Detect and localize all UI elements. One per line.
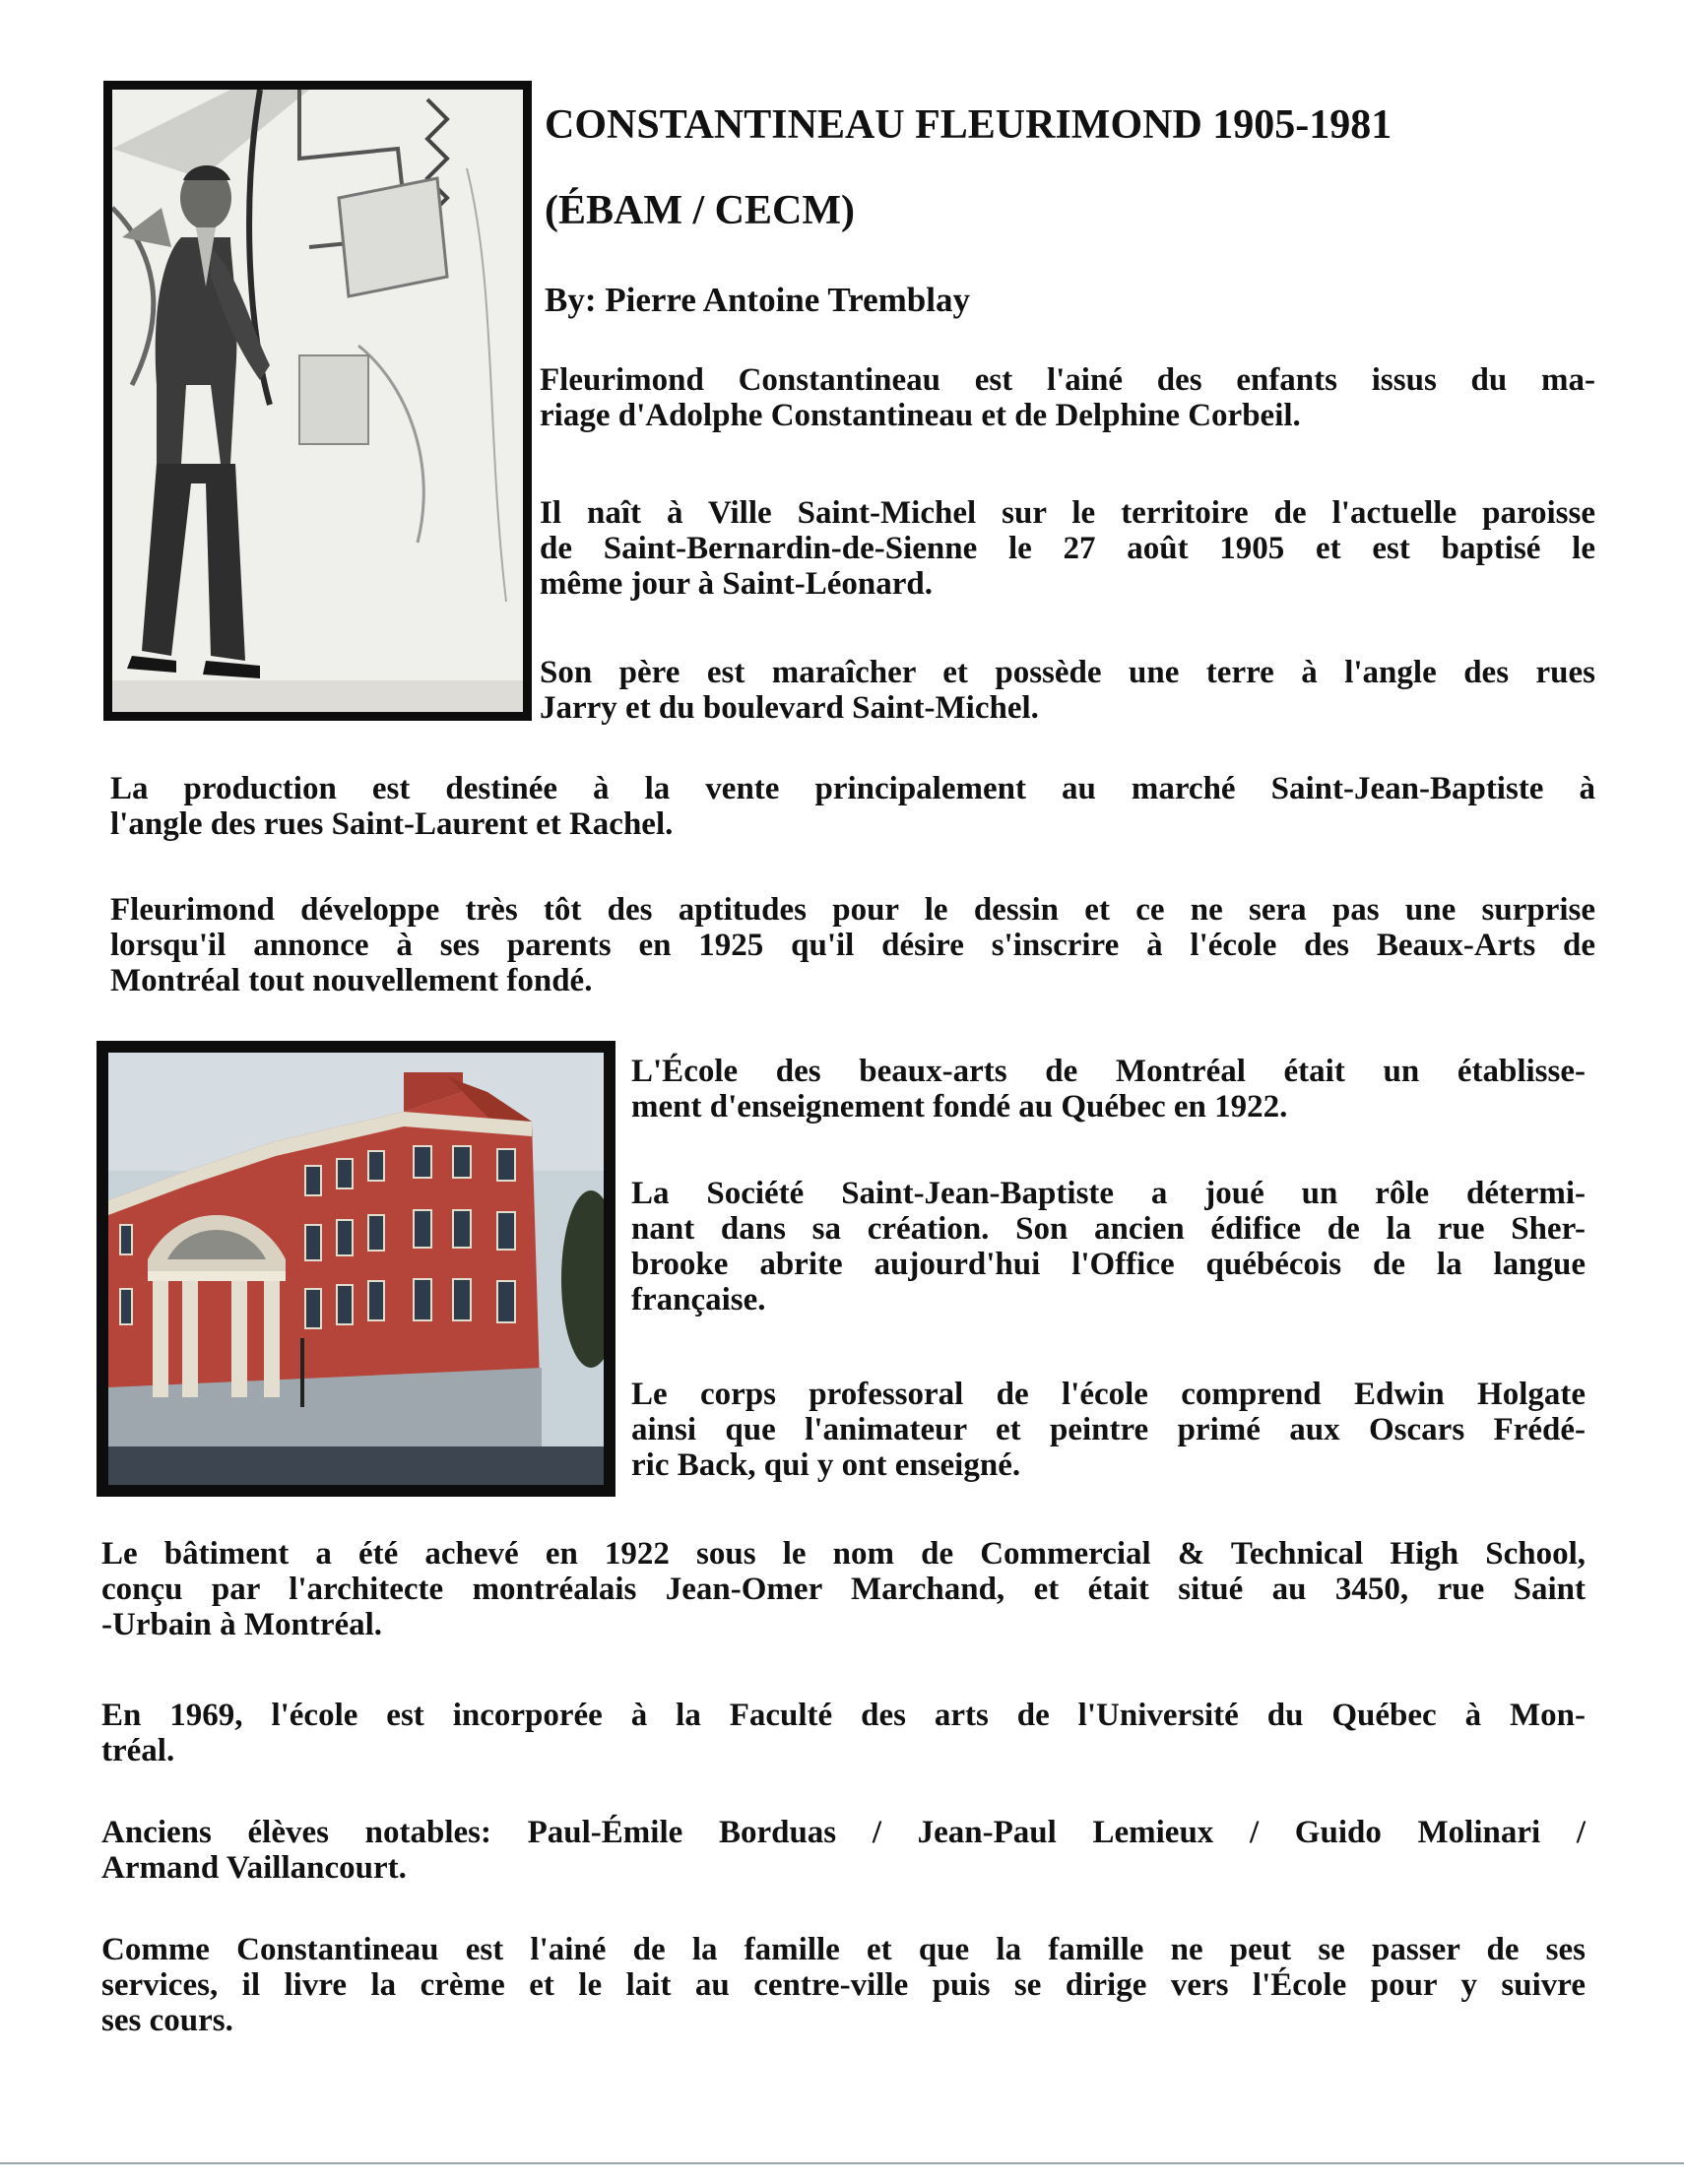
- paragraph-3: [540, 655, 1595, 726]
- text-line: riage d'Adolphe Constantineau et de Delphine Corbeil.: [540, 398, 1301, 433]
- text-line: Montréal tout nouvellement fondé.: [110, 963, 593, 998]
- text-line: Fleurimond Constantineau est l'ainé des enfants issus du ma-: [540, 362, 1595, 398]
- text-line: Jarry et du boulevard Saint-Michel.: [540, 690, 1039, 726]
- portrait-image: [112, 90, 523, 712]
- text-line: Comme Constantineau est l'ainé de la famille et que la famille ne peut se passer de ses: [101, 1932, 1586, 1967]
- text-line: Armand Vaillancourt.: [101, 1850, 407, 1886]
- paragraph-9: [101, 1536, 1586, 1642]
- text-line: Fleurimond développe très tôt des aptitudes pour le dessin et ce ne sera pas une surprise: [110, 892, 1595, 928]
- document-title: CONSTANTINEAU FLEURIMOND 1905-1981: [545, 102, 1393, 148]
- text-line: La production est destinée à la vente principalement au marché Saint-Jean-Baptiste à: [110, 771, 1595, 806]
- text-line: ment d'enseignement fondé au Québec en 1922.: [631, 1089, 1288, 1124]
- paragraph-6: [631, 1054, 1586, 1124]
- text-line: Le bâtiment a été achevé en 1922 sous le nom de Commercial & Technical High School,: [101, 1536, 1586, 1572]
- paragraph-5: [110, 892, 1595, 998]
- text-line: conçu par l'architecte montréalais Jean-Omer Marchand, et était situé au 3450, rue Saint: [101, 1572, 1586, 1607]
- text-line: En 1969, l'école est incorporée à la Faculté des arts de l'Université du Québec à Mon-: [101, 1698, 1586, 1733]
- paragraph-12: [101, 1932, 1586, 2038]
- text-line: ric Back, qui y ont enseigné.: [631, 1447, 1021, 1483]
- paragraph-7: [631, 1176, 1586, 1317]
- document-subtitle: (ÉBAM / CECM): [545, 188, 855, 233]
- text-line: La Société Saint-Jean-Baptiste a joué un rôle détermi-: [631, 1176, 1586, 1211]
- text-line: -Urbain à Montréal.: [101, 1607, 383, 1642]
- paragraph-2: [540, 495, 1595, 602]
- text-line: brooke abrite aujourd'hui l'Office québécois de la langue: [631, 1247, 1586, 1282]
- text-line: Le corps professoral de l'école comprend Edwin Holgate: [631, 1377, 1586, 1412]
- paragraph-8: [631, 1377, 1586, 1483]
- portrait-photo: [103, 81, 532, 721]
- scan-edge-line: [0, 2162, 1684, 2164]
- byline: By: Pierre Antoine Tremblay: [545, 281, 970, 319]
- text-line: ainsi que l'animateur et peintre primé aux Oscars Frédé-: [631, 1412, 1586, 1447]
- building-photo: [97, 1041, 615, 1497]
- text-line: nant dans sa création. Son ancien édifice de la rue Sher-: [631, 1211, 1586, 1247]
- paragraph-10: [101, 1698, 1586, 1768]
- text-line: Il naît à Ville Saint-Michel sur le territoire de l'actuelle paroisse: [540, 495, 1595, 531]
- text-line: Anciens élèves notables: Paul-Émile Borduas / Jean-Paul Lemieux / Guido Molinari /: [101, 1815, 1586, 1850]
- text-line: Son père est maraîcher et possède une terre à l'angle des rues: [540, 655, 1595, 690]
- text-line: l'angle des rues Saint-Laurent et Rachel.: [110, 806, 674, 842]
- text-line: tréal.: [101, 1733, 175, 1768]
- text-line: ses cours.: [101, 2003, 233, 2038]
- text-line: française.: [631, 1282, 766, 1317]
- text-line: L'École des beaux-arts de Montréal était un établisse-: [631, 1054, 1586, 1089]
- text-line: lorsqu'il annonce à ses parents en 1925 qu'il désire s'inscrire à l'école des Beaux-Arts de: [110, 928, 1595, 963]
- text-line: de Saint-Bernardin-de-Sienne le 27 août 1905 et est baptisé le: [540, 531, 1595, 566]
- text-line: services, il livre la crème et le lait au centre-ville puis se dirige vers l'École pour y suivre: [101, 1967, 1586, 2003]
- paragraph-11: [101, 1815, 1586, 1886]
- text-line: même jour à Saint-Léonard.: [540, 566, 934, 602]
- paragraph-4: [110, 771, 1595, 842]
- building-image: [108, 1053, 604, 1485]
- paragraph-1: [540, 362, 1595, 433]
